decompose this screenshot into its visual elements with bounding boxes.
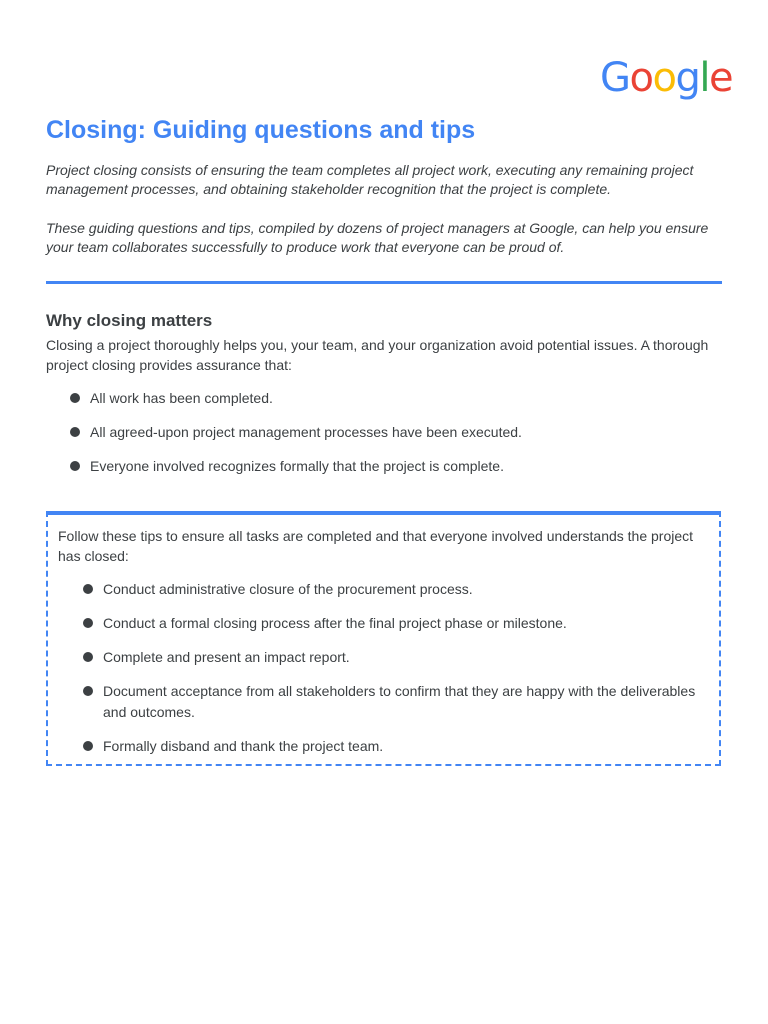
- logo-letter: o: [652, 55, 676, 101]
- section-divider: [46, 281, 722, 284]
- list-item-text: All work has been completed.: [90, 390, 273, 406]
- list-item-text: Complete and present an impact report.: [103, 649, 350, 665]
- tips-list: [83, 579, 708, 770]
- list-item: [83, 613, 708, 634]
- google-logo: [600, 55, 733, 101]
- list-item: [83, 579, 708, 600]
- list-item: [83, 681, 708, 723]
- section-heading: Why closing matters: [46, 311, 213, 330]
- list-item-text: Formally disband and thank the project team.: [103, 738, 384, 754]
- bullet-icon: [83, 652, 93, 662]
- logo-letter: e: [708, 55, 733, 101]
- list-item: [70, 422, 700, 443]
- bullet-icon: [70, 427, 80, 437]
- assurance-list: [70, 388, 700, 490]
- list-item-text: Conduct a formal closing process after the final project phase or milestone.: [103, 615, 567, 631]
- list-item-text: Document acceptance from all stakeholders to confirm that they are happy with the deliverables and outcomes.: [103, 683, 696, 720]
- list-item: [83, 647, 708, 668]
- list-item: [83, 736, 708, 757]
- list-item-text: Conduct administrative closure of the procurement process.: [103, 581, 473, 597]
- logo-letter: o: [629, 55, 653, 101]
- bullet-icon: [83, 741, 93, 751]
- bullet-icon: [70, 393, 80, 403]
- bullet-icon: [83, 584, 93, 594]
- bullet-icon: [83, 686, 93, 696]
- bullet-icon: [70, 461, 80, 471]
- tips-intro: Follow these tips to ensure all tasks are completed and that everyone involved understands the project has closed:: [58, 528, 694, 564]
- list-item: [70, 456, 700, 477]
- list-item: [70, 388, 700, 409]
- section-body: Closing a project thoroughly helps you, your team, and your organization avoid potential issues. A thorough project closing provides assurance that:: [46, 337, 709, 373]
- bullet-icon: [83, 618, 93, 628]
- list-item-text: All agreed-upon project management processes have been executed.: [90, 424, 522, 440]
- intro-paragraph: These guiding questions and tips, compiled by dozens of project managers at Google, can help you ensure your team collaborates successfully to produce work that everyone can be proud of.: [46, 220, 709, 255]
- logo-letter: G: [600, 55, 630, 101]
- logo-letter: l: [699, 55, 709, 101]
- intro-paragraph: Project closing consists of ensuring the team completes all project work, executing any remaining project management processes, and obtaining stakeholder recognition that the project is complete.: [46, 162, 694, 197]
- logo-letter: g: [675, 55, 700, 101]
- list-item-text: Everyone involved recognizes formally that the project is complete.: [90, 458, 504, 474]
- page-title: Closing: Guiding questions and tips: [46, 116, 476, 144]
